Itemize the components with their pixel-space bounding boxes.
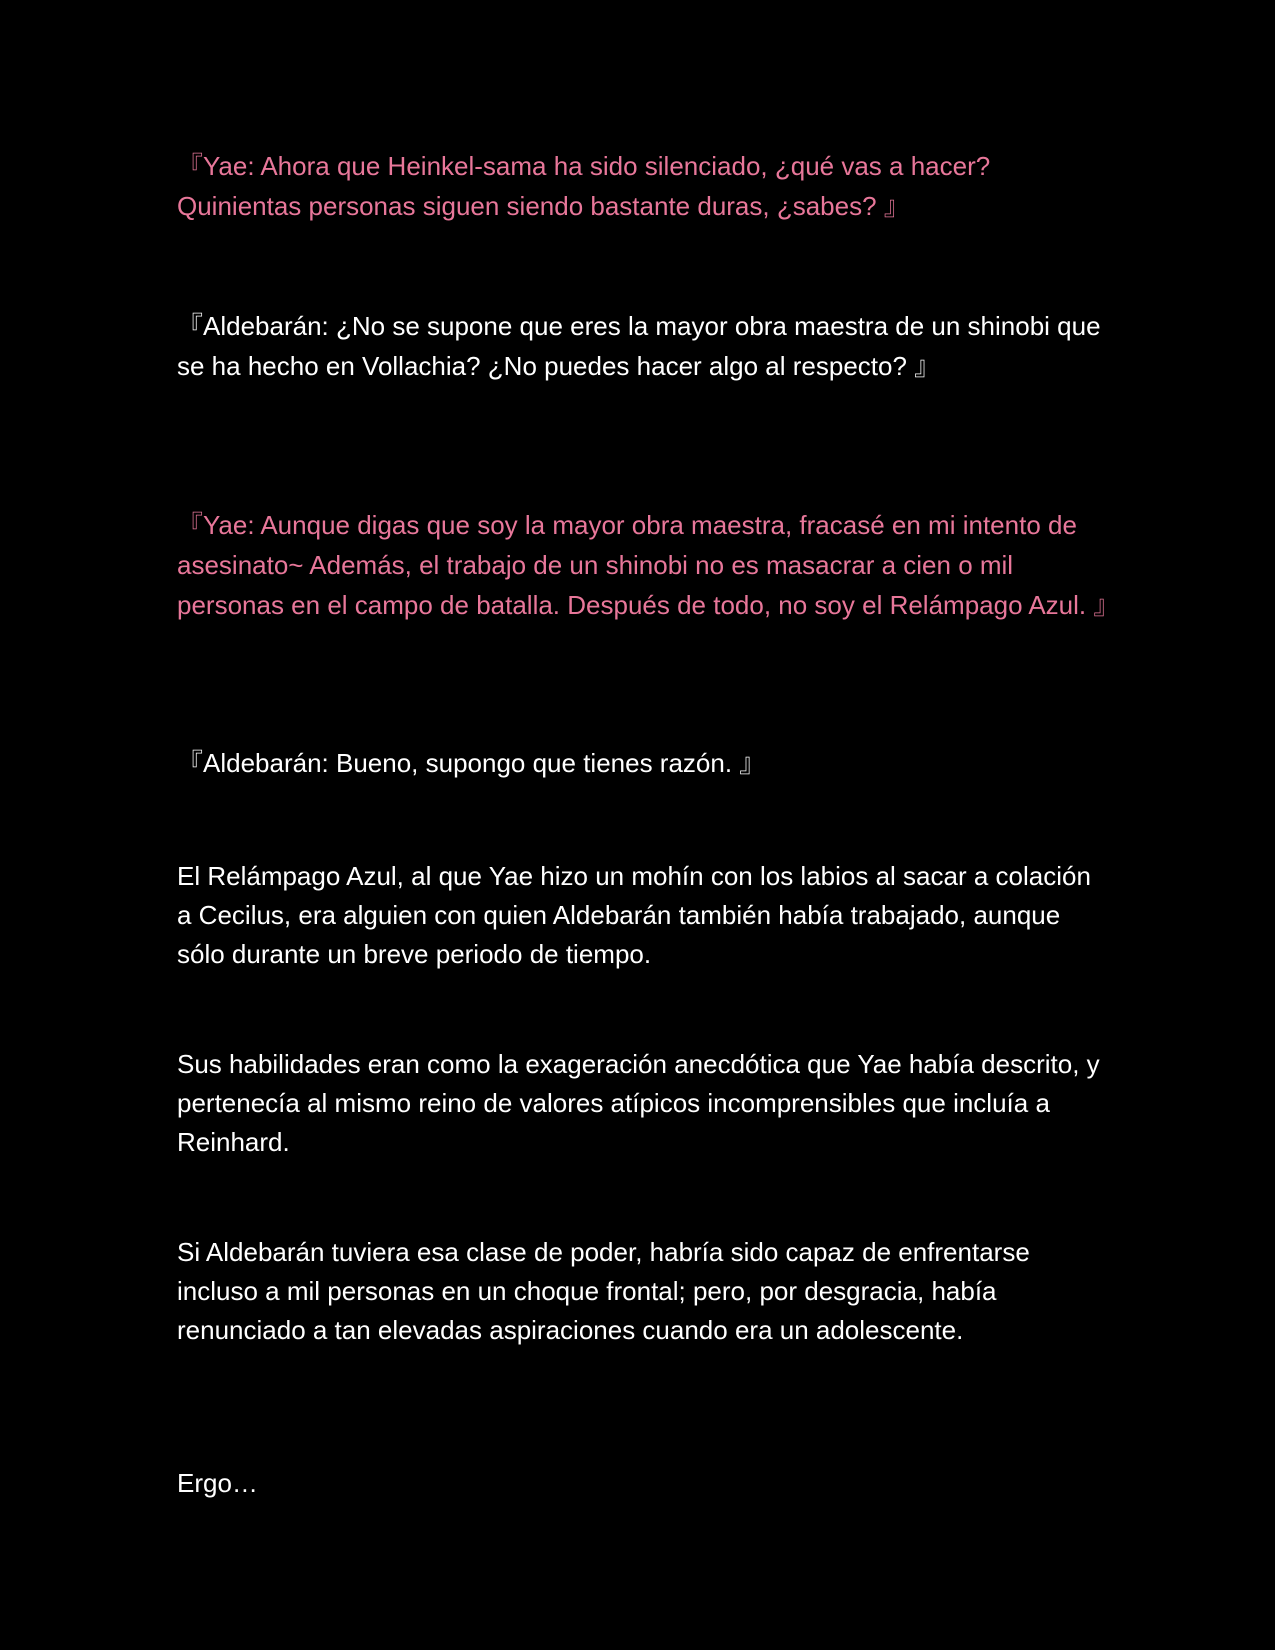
narration-paragraph-4: Ergo… [177,1468,258,1498]
dialogue-yae-1: 『Yae: Ahora que Heinkel-sama ha sido silenciado, ¿qué vas a hacer? Quinientas personas siguen siendo bastante duras, ¿sabes? 』 [177,151,991,221]
dialogue-aldebaran-2: 『Aldebarán: Bueno, supongo que tienes razón. 』 [177,748,766,778]
dialogue-yae-2: 『Yae: Aunque digas que soy la mayor obra maestra, fracasé en mi intento de asesinato~ Además, el trabajo de un shinobi no es masacrar a cien o mil personas en el campo de batalla. Después de todo, no soy el Relámpago Azul. 』 [177,510,1120,620]
dialogue-aldebaran-1: 『Aldebarán: ¿No se supone que eres la mayor obra maestra de un shinobi que se ha hecho en Vollachia? ¿No puedes hacer algo al respecto? 』 [177,311,1101,381]
narration-paragraph-2: Sus habilidades eran como la exageración anecdótica que Yae había descrito, y pertenecía al mismo reino de valores atípicos incomprensibles que incluía a Reinhard. [177,1049,1100,1157]
narration-paragraph-3: Si Aldebarán tuviera esa clase de poder, habría sido capaz de enfrentarse incluso a mil personas en un choque frontal; pero, por desgracia, había renunciado a tan elevadas aspiraciones cuando era un adolescente. [177,1237,1030,1345]
narration-paragraph-1: El Relámpago Azul, al que Yae hizo un mohín con los labios al sacar a colación a Cecilus, era alguien con quien Aldebarán también había trabajado, aunque sólo durante un breve periodo de tiempo. [177,861,1091,969]
